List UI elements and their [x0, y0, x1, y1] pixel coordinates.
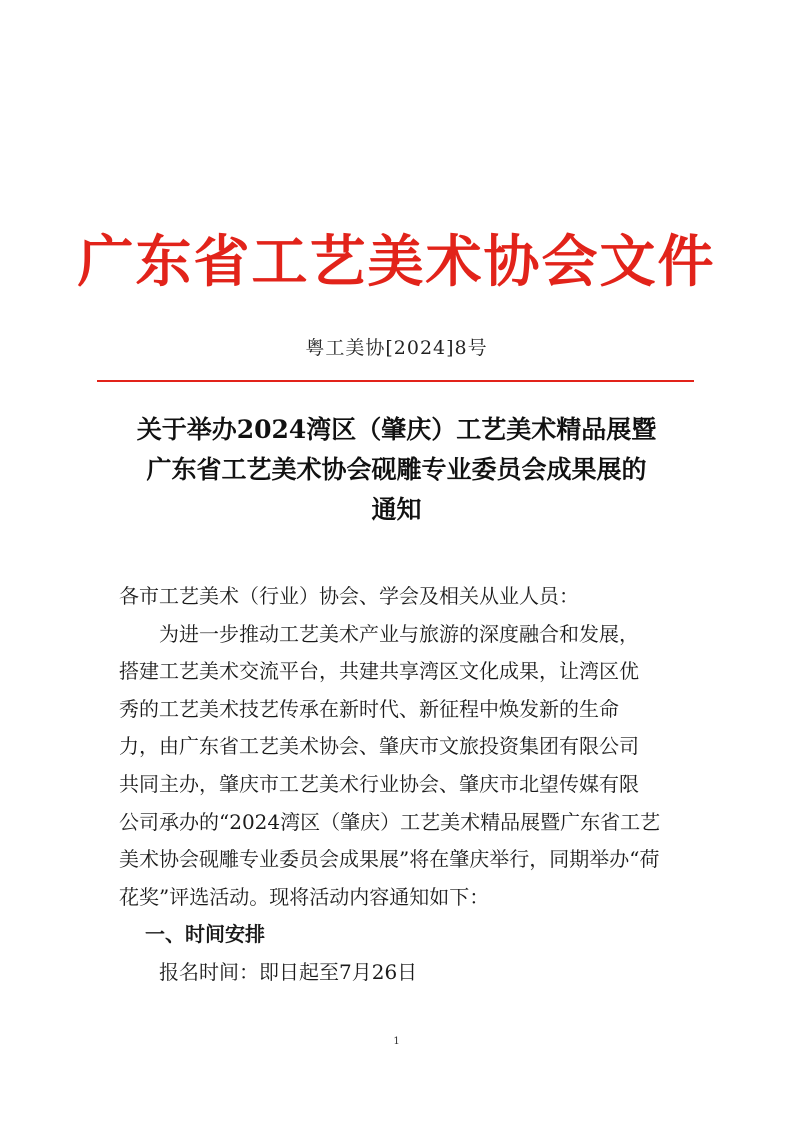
- registration-time: 报名时间：即日起至7月26日: [159, 959, 418, 984]
- masthead-title: 广东省工艺美术协会文件: [77, 229, 716, 295]
- title-line-3: 通知: [371, 495, 422, 524]
- paragraph-line: 共同主办，肇庆市工艺美术行业协会、肇庆市北望传媒有限: [119, 771, 639, 796]
- notice-title: [97, 410, 696, 530]
- intro-paragraph: [119, 616, 679, 917]
- section-heading-schedule: 一、时间安排: [145, 922, 265, 947]
- paragraph-line: 秀的工艺美术技艺传承在新时代、新征程中焕发新的生命: [119, 696, 619, 721]
- paragraph-line: 美术协会砚雕专业委员会成果展”将在肇庆举行，同期举办“荷: [119, 847, 660, 872]
- paragraph-line: 力，由广东省工艺美术协会、肇庆市文旅投资集团有限公司: [119, 734, 639, 759]
- paragraph-line: 公司承办的“2024湾区（肇庆）工艺美术精品展暨广东省工艺: [119, 809, 661, 834]
- title-line-2: 广东省工艺美术协会砚雕专业委员会成果展的: [146, 455, 647, 484]
- salutation: 各市工艺美术（行业）协会、学会及相关从业人员：: [119, 584, 579, 608]
- paragraph-line: 花奖”评选活动。现将活动内容通知如下：: [119, 884, 490, 909]
- red-divider-line: [97, 380, 694, 382]
- paragraph-line: 搭建工艺美术交流平台，共建共享湾区文化成果，让湾区优: [119, 659, 639, 684]
- notice-body: [119, 578, 679, 992]
- paragraph-line: 为进一步推动工艺美术产业与旅游的深度融合和发展，: [159, 621, 639, 646]
- document-number: 粤工美协[2024]8号: [305, 337, 488, 359]
- page-number: 1: [393, 1036, 400, 1047]
- title-line-1: 关于举办2024湾区（肇庆）工艺美术精品展暨: [136, 415, 657, 444]
